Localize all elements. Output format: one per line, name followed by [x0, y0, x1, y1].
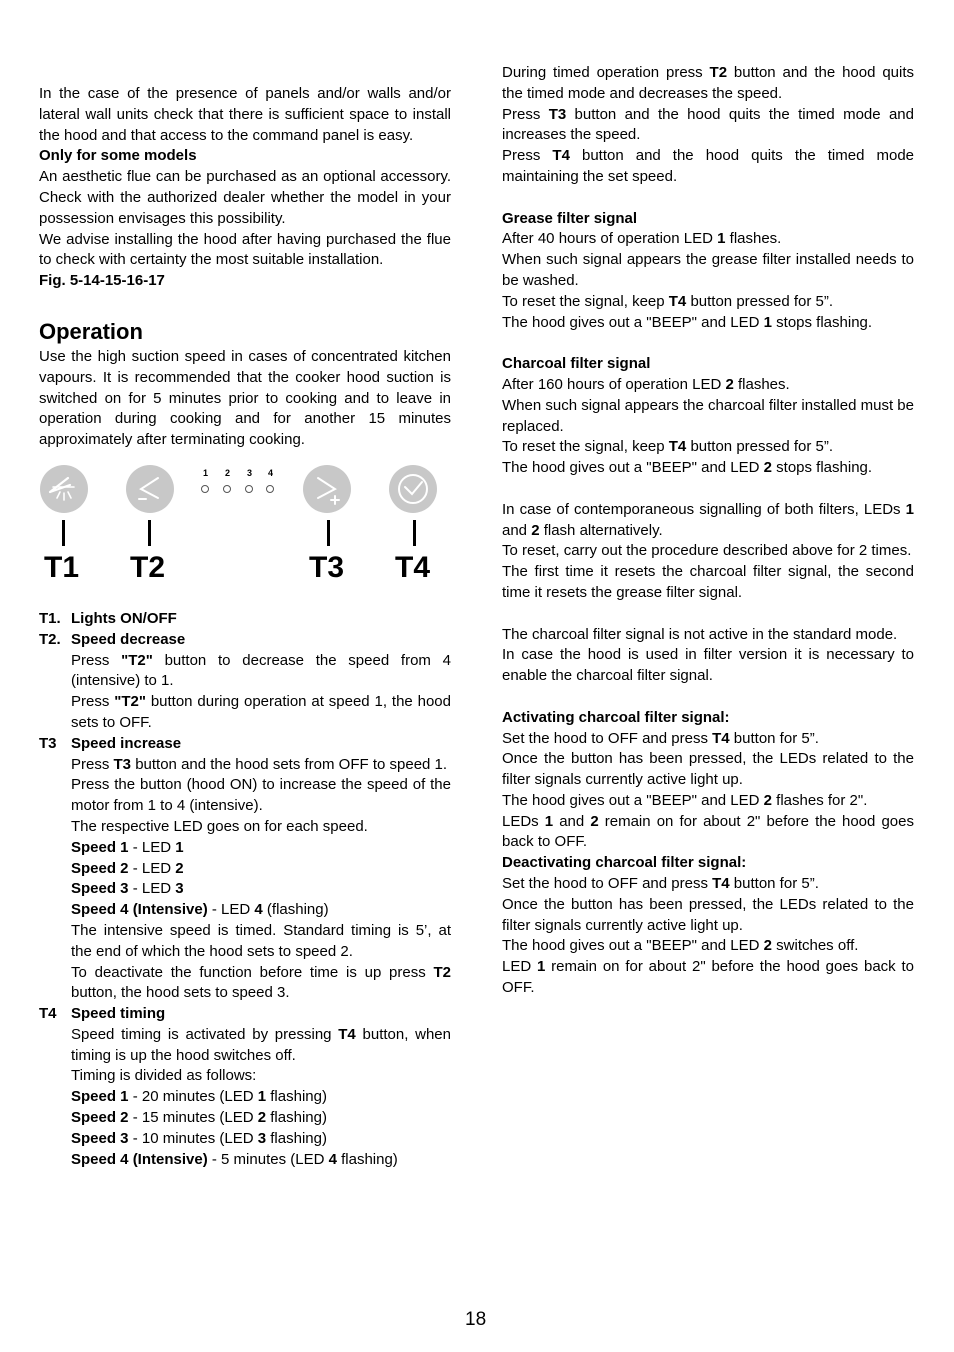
- t3-paragraph-4: The intensive speed is timed. Standard timing is 5’, at the end of which the hood sets to speed 2.: [71, 921, 451, 960]
- control-panel-figure: [39, 463, 451, 603]
- led-number-4: 4: [268, 467, 274, 478]
- t3-paragraph-2: Press the button (hood ON) to increase the speed of the motor from 1 to 4 (intensive).: [71, 776, 451, 815]
- t4-paragraph-1: Speed timing is activated by pressing T4 button, when timing is up the hood switches off.: [71, 1025, 451, 1064]
- t4-label: T4: [39, 1005, 57, 1023]
- light-button: [40, 465, 88, 513]
- t2-paragraph-1: Press "T2" button to decrease the speed from 4 (intensive) to 1.: [71, 651, 452, 690]
- intro-paragraph: In the case of the presence of panels and/or walls and/or lateral wall units check that there is sufficient space to install the hood and that access to the command panel is easy.: [39, 85, 451, 144]
- t3-speed-3: Speed 3 - LED 3: [71, 880, 184, 898]
- t4-item: [39, 1004, 451, 1025]
- page-number: 18: [465, 1309, 487, 1330]
- t4-speed-3: Speed 3 - 10 minutes (LED 3 flashing): [71, 1129, 327, 1147]
- activate-paragraph-4: LEDs 1 and 2 remain on for about 2" before the hood goes back to OFF.: [502, 812, 914, 851]
- t2-paragraph-2: Press "T2" button during operation at speed 1, the hood sets to OFF.: [71, 693, 451, 731]
- models-paragraph-2: We advise installing the hood after having purchased the flue to check with certainty the most suitable installation.: [39, 230, 451, 269]
- t3-item: [39, 734, 451, 755]
- pointer-t1: [62, 520, 65, 546]
- pointer-t4: [413, 520, 416, 546]
- speed-decrease-icon: [126, 465, 174, 513]
- t4-speed-1: Speed 1 - 20 minutes (LED 1 flashing): [71, 1088, 327, 1106]
- t2-label: T2.: [39, 630, 61, 648]
- led-1: [201, 485, 209, 493]
- label-t1: T1: [44, 550, 80, 584]
- both-filters-paragraph-1: In case of contemporaneous signalling of both filters, LEDs 1 and 2 flash alternatively.: [502, 500, 914, 539]
- led-number-1: 1: [203, 467, 209, 478]
- deactivate-paragraph-4: LED 1 remain on for about 2" before the hood goes back to OFF.: [502, 958, 914, 997]
- grease-paragraph-4: The hood gives out a "BEEP" and LED 1 stops flashing.: [502, 313, 873, 331]
- activate-paragraph-1: Set the hood to OFF and press T4 button for 5”.: [502, 729, 819, 747]
- t3-speed-1: Speed 1 - LED 1: [71, 838, 184, 856]
- timed-paragraph-3: Press T4 button and the hood quits the timed mode maintaining the set speed.: [502, 147, 915, 185]
- t3-speed-2: Speed 2 - LED 2: [71, 859, 184, 877]
- activate-heading: Activating charcoal filter signal:: [502, 708, 730, 726]
- deactivate-paragraph-2: Once the button has been pressed, the LEDs related to the filter signals currently active light up.: [502, 895, 914, 934]
- deactivate-heading: Deactivating charcoal filter signal:: [502, 854, 747, 872]
- timer-icon: [389, 465, 437, 513]
- grease-paragraph-1: After 40 hours of operation LED 1 flashes.: [502, 230, 782, 248]
- pointer-t3: [327, 520, 330, 546]
- t4-paragraph-2: Timing is divided as follows:: [71, 1067, 257, 1085]
- charcoal-heading: Charcoal filter signal: [502, 355, 651, 373]
- timed-paragraph-2: Press T3 button and the hood quits the timed mode and increases the speed.: [502, 105, 914, 144]
- grease-heading: Grease filter signal: [502, 209, 638, 227]
- grease-paragraph-2: When such signal appears the grease filter installed needs to be washed.: [502, 251, 914, 289]
- operation-heading: Operation: [39, 318, 143, 344]
- charcoal-paragraph-3: To reset the signal, keep T4 button pressed for 5”.: [502, 438, 834, 456]
- left-column: [39, 0, 451, 1170]
- label-t4: T4: [395, 550, 431, 584]
- standard-mode-paragraph-1: The charcoal filter signal is not active in the standard mode.: [502, 625, 898, 643]
- led-number-3: 3: [247, 467, 253, 478]
- t4-title: Speed timing: [71, 1005, 166, 1023]
- t1-label: T1.: [39, 609, 61, 627]
- t3-paragraph-3: The respective LED goes on for each speed.: [71, 817, 368, 835]
- deactivate-paragraph-1: Set the hood to OFF and press T4 button for 5”.: [502, 875, 819, 893]
- pointer-t2: [148, 520, 151, 546]
- t3-paragraph-5: To deactivate the function before time is up press T2 button, the hood sets to speed 3.: [71, 963, 451, 1002]
- led-number-2: 2: [225, 467, 231, 478]
- led-2: [223, 485, 231, 493]
- activate-paragraph-3: The hood gives out a "BEEP" and LED 2 flashes for 2".: [502, 791, 868, 809]
- charcoal-paragraph-1: After 160 hours of operation LED 2 flashes.: [502, 375, 790, 393]
- speed-increase-button: [303, 465, 351, 513]
- t2-title: Speed decrease: [71, 630, 186, 648]
- timer-button: [389, 465, 437, 513]
- figure-reference: Fig. 5-14-15-16-17: [39, 272, 165, 290]
- led-4: [266, 485, 274, 493]
- t3-paragraph-1: Press T3 button and the hood sets from OFF to speed 1.: [71, 755, 448, 773]
- activate-paragraph-2: Once the button has been pressed, the LEDs related to the filter signals currently active light up.: [502, 750, 914, 789]
- t1-item: [39, 609, 451, 630]
- light-icon: [40, 465, 88, 513]
- t2-item: [39, 630, 451, 651]
- right-column: [502, 0, 914, 999]
- speed-increase-icon: [303, 465, 351, 513]
- both-filters-paragraph-2: To reset, carry out the procedure described above for 2 times.: [502, 542, 912, 560]
- label-t3: T3: [309, 550, 345, 584]
- charcoal-paragraph-4: The hood gives out a "BEEP" and LED 2 stops flashing.: [502, 459, 873, 477]
- standard-mode-paragraph-2: In case the hood is used in filter version it is necessary to enable the charcoal filter signal.: [502, 646, 914, 685]
- led-3: [245, 485, 253, 493]
- speed-decrease-button: [126, 465, 174, 513]
- models-heading: Only for some models: [39, 147, 197, 165]
- t3-label: T3: [39, 734, 57, 752]
- operation-paragraph: Use the high suction speed in cases of concentrated kitchen vapours. It is recommended that the cooker hood suction is switched on for 5 minutes prior to cooking and to leave in operation during cooking and for another 15 minutes approximately after terminating cooking.: [39, 347, 451, 449]
- both-filters-paragraph-3: The first time it resets the charcoal filter signal, the second time it resets the grease filter signal.: [502, 563, 914, 601]
- grease-paragraph-3: To reset the signal, keep T4 button pressed for 5”.: [502, 292, 834, 310]
- deactivate-paragraph-3: The hood gives out a "BEEP" and LED 2 switches off.: [502, 937, 859, 955]
- timed-paragraph-1: During timed operation press T2 button and the hood quits the timed mode and decreases the speed.: [502, 64, 915, 102]
- t3-title: Speed increase: [71, 734, 182, 752]
- charcoal-paragraph-2: When such signal appears the charcoal filter installed must be replaced.: [502, 396, 914, 435]
- t3-speed-4: Speed 4 (Intensive) - LED 4 (flashing): [71, 901, 329, 919]
- t4-speed-4: Speed 4 (Intensive) - 5 minutes (LED 4 flashing): [71, 1150, 398, 1168]
- label-t2: T2: [130, 550, 166, 584]
- t1-title: Lights ON/OFF: [71, 609, 177, 627]
- models-paragraph-1: An aesthetic flue can be purchased as an optional accessory. Check with the authorized dealer whether the model in your possession envisages this possibility.: [39, 168, 451, 227]
- t4-speed-2: Speed 2 - 15 minutes (LED 2 flashing): [71, 1109, 327, 1127]
